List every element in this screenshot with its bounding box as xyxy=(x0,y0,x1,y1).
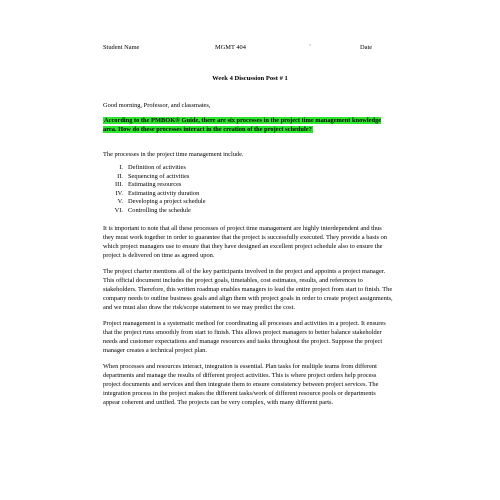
process-number: III. xyxy=(115,181,123,189)
process-text: Sequencing of activities xyxy=(128,172,190,180)
paragraph-2: The project charter mentions all of the key participants involved in the project and appoints a project manager. This official document includes the project goals, timetables, cost estimates, results, and references to stakeholders. Therefore, this written roadmap enables managers to lead the entire project from start to finish. The company needs to outline business goals and align them with project goals in order to create project assignments, and we must also draw the risk/scope statement to we may predict the cost. xyxy=(103,267,393,311)
paragraph-3: Project management is a systematic method for coordinating all processes and activities in a project. It ensures that the project runs smoothly from start to finish. This allows project managers to better balance stakeholder needs and customer expectations and manage resources and tasks throughout the project. Suppose the project manager creates a technical project plan. xyxy=(103,319,386,354)
process-number: I. xyxy=(119,164,123,171)
process-text: Definition of activities xyxy=(128,164,186,171)
process-text: Estimating resources xyxy=(128,181,182,189)
process-item xyxy=(103,164,393,173)
student-name: Student Name xyxy=(103,44,140,51)
process-number: II. xyxy=(117,172,123,180)
process-text: Estimating activity duration xyxy=(128,189,200,197)
process-text: Developing a project schedule xyxy=(128,198,206,206)
document-header xyxy=(103,44,460,56)
process-text: Controlling the schedule xyxy=(128,206,191,214)
process-item xyxy=(103,173,393,182)
highlighted-question: According to the PMBOK® Guide, there are six processes in the project time management knowledge area. How do these processes interact in the creation of the project schedule? xyxy=(103,117,382,133)
course-code: MGMT 404 xyxy=(215,44,246,51)
date-label: Date xyxy=(360,44,373,51)
process-number: VI. xyxy=(114,206,123,214)
question-block xyxy=(103,116,393,134)
list-intro: The processes in the project time management include. xyxy=(103,151,244,158)
process-number: IV. xyxy=(115,189,123,197)
tick-mark: ` xyxy=(309,44,312,51)
document-body xyxy=(103,101,393,414)
paragraph-1: It is important to note that all these processes of project time management are highly interdependent and thus they must work together in order to guarantee that the project is successfully executed. They provide a basis on which project managers use to ensure that they have designed an excellent project schedule also to ensure the project is delivered on time as agreed upon. xyxy=(103,224,388,259)
process-item xyxy=(103,190,393,199)
process-item xyxy=(103,198,393,207)
paragraph-4: When processes and resources interact, integration is essential. Plan tasks for multiple teams from different departments and manage the results of different project activities. This is where project orders help process project documents and services and then integrate them to ensure consistency between project services. The integration process in the project makes the different tasks/work of different resource pools or departments appear coherent and unified. The projects can be very complex, with many different parts. xyxy=(103,362,379,406)
greeting: Good morning, Professor, and classmates, xyxy=(103,102,211,109)
process-item xyxy=(103,181,393,190)
process-item xyxy=(103,207,393,216)
process-list xyxy=(103,164,393,216)
process-number: V. xyxy=(117,198,123,206)
document-title: Week 4 Discussion Post # 1 xyxy=(212,75,288,82)
